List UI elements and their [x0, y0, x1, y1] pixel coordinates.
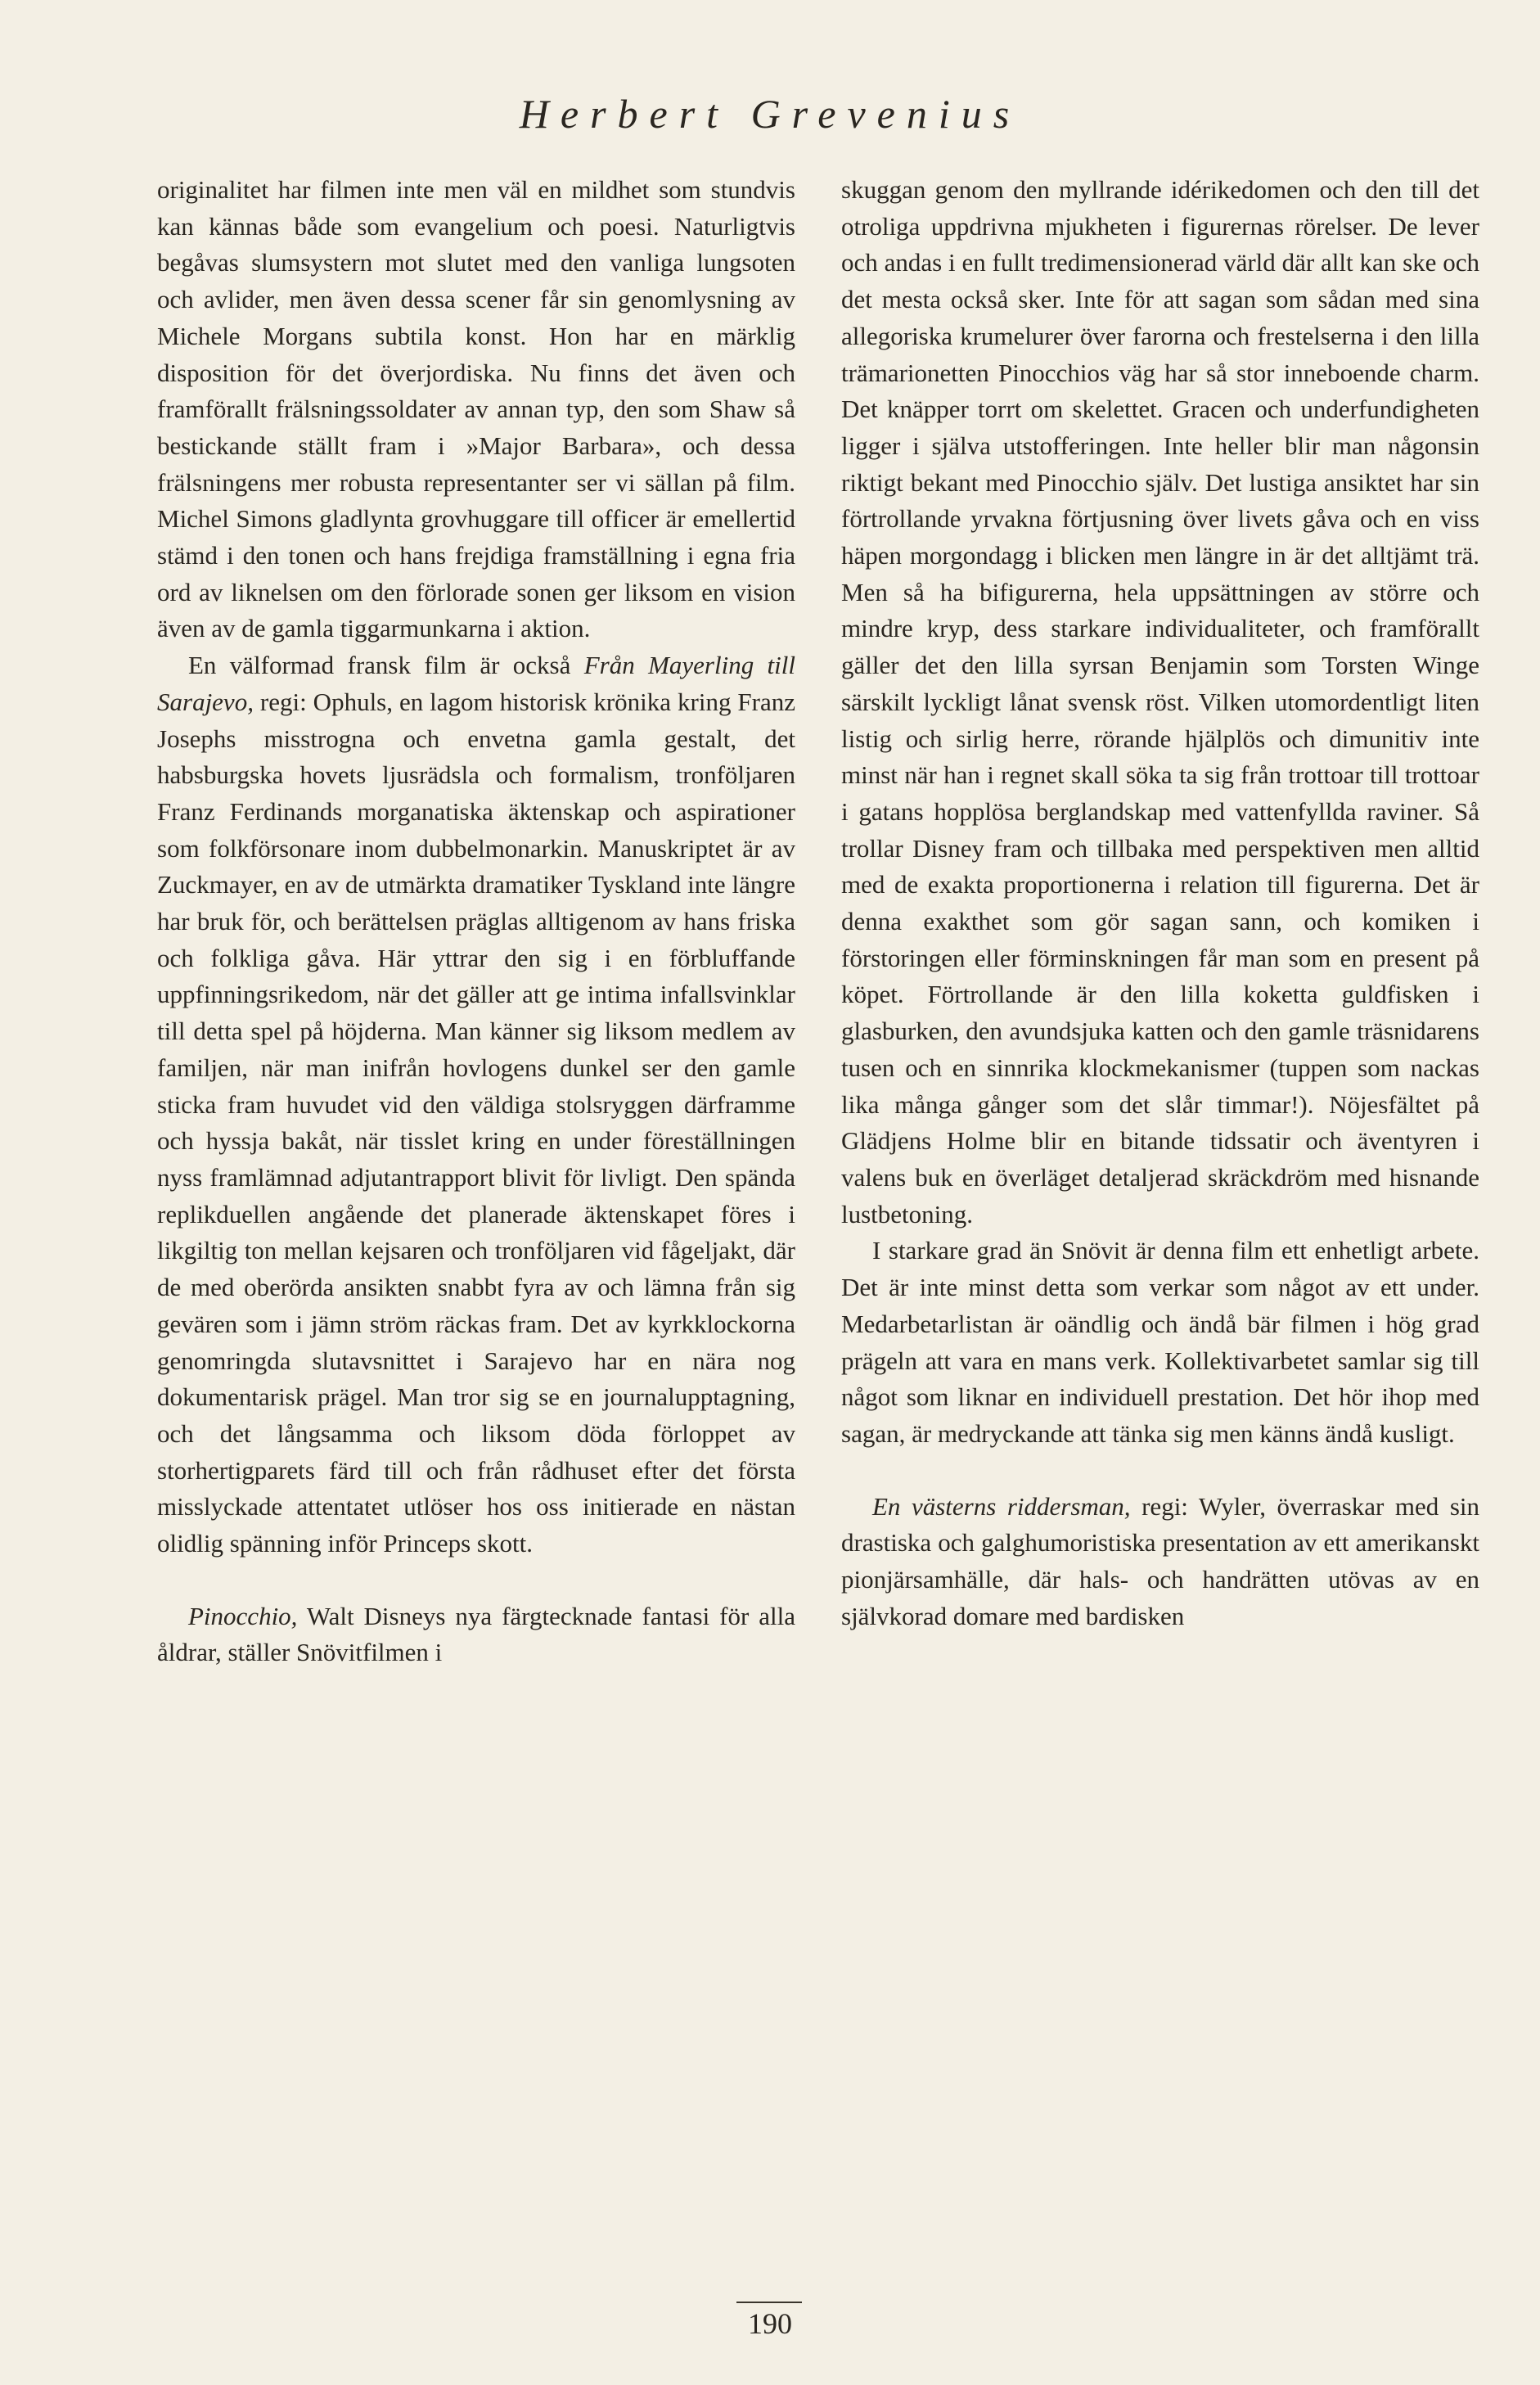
- film-title: En västerns riddersman,: [872, 1491, 1131, 1521]
- paragraph: originalitet har filmen inte men väl en mildhet som stundvis kan kännas både som evangelium och poesi. Naturligtvis begåvas slumsystern mot slutet med den vanliga lungsoten och avlider, men även dessa scener får sin genomlysning av Michele Morgans subtila konst. Hon har en märklig disposition för det överjordiska. Nu finns det även och framförallt frälsningssoldater av annan typ, den som Shaw så bestickande ställt fram i »Major Barbara», och dessa frälsningens mer robusta representanter ser vi sällan på film. Michel Simons gladlynta grovhuggare till officer är emellertid stämd i den tonen och hans frejdiga framställning i egna fria ord av liknelsen om den förlorade sonen ger liksom en vision även av de gamla tiggarmunkarna i aktion.: [157, 175, 795, 643]
- folio-rule: [736, 2302, 802, 2303]
- right-column: [841, 172, 1479, 1634]
- paragraph-text: En välformad fransk film är också: [188, 651, 584, 680]
- film-title: Från Mayerling till Sarajevo,: [157, 651, 795, 716]
- paragraph: I starkare grad än Snövit är denna film ett enhetligt arbete. Det är inte minst detta som verkar som något av ett under. Medarbetarlistan är oändlig och ändå bär filmen i hög grad prägeln att vara en mans verk. Kollektivarbetet samlar sig till något som liknar en individuell prestation. Det hör ihop med sagan, är medryckande att tänka sig men känns ändå kusligt.: [841, 1236, 1479, 1448]
- paragraph: skuggan genom den myllrande idérikedomen och den till det otroliga uppdrivna mjukheten i figurernas rörelser. De lever och andas i en fullt tredimensionerad värld där allt kan ske och det mesta också sker. Inte för att sagan som sådan med sina allegoriska krumelurer över farorna och frestelserna i den lilla trämarionetten Pinocchios väg har så stor inneboende charm. Det knäpper torrt om skelettet. Gracen och underfundigheten ligger i själva utstofferingen. Inte heller blir man någonsin riktigt bekant med Pinocchio själv. Det lustiga ansiktet har sin förtrollande yrvakna förtjusning över livets gåva och en viss häpen morgondagg i blicken men längre in är det alltjämt trä. Men så ha bifigurerna, hela uppsättningen av större och mindre kryp, dess starkare individualiteter, och framförallt gäller det den lilla syrsan Benjamin som Torsten Winge särskilt lyckligt lånat svensk röst. Vilken utomordentligt liten listig och sirlig herre, rörande hjälplös och dimunitiv inte minst när han i regnet skall söka ta sig från trottoar till trottoar i gatans hopplösa berglandskap med vattenfyllda raviner. Så trollar Disney fram och tillbaka med perspektiven men alltid med de exakta proportionerna i relation till figurerna. Det är denna exakthet som gör sagan sann, och komiken i förstoringen eller förminskningen får man som en present på köpet. Förtrollande är den lilla koketta guldfisken i glasburken, den avundsjuka katten och den gamle träsnidarens tusen och en sinnrika klockmekanismer (tuppen som nackas lika många gånger som det slår timmar!). Nöjesfältet på Glädjens Holme blir en bitande tidssatir och äventyren i valens buk en överläget detaljerad skräckdröm med hisnande lustbetoning.: [841, 175, 1479, 1229]
- left-column: [157, 172, 795, 1671]
- paragraph-text: Walt Disneys nya färgtecknade fantasi för alla åldrar, ställer Snövitfilmen i: [157, 1601, 795, 1667]
- paragraph-text: regi: Ophuls, en lagom historisk krönika kring Franz Josephs misstrogna och envetna gamla gestalt, det habsburgska hovets ljusrädsla och formalism, tronföljaren Franz Ferdinands morganatiska äktenskap och aspirationer som folkförsonare inom dubbelmonarkin. Manuskriptet är av Zuckmayer, en av de utmärkta dramatiker Tyskland inte längre har bruk för, och berättelsen präglas alltigenom av hans friska och folkliga gåva. Här yttrar den sig i en förbluffande uppfinningsrikedom, när det gäller att ge intima infallsvinklar till detta spel på höjderna. Man känner sig liksom medlem av familjen, när man inifrån hovlogens dunkel ser den gamle sticka fram huvudet vid den väldiga stolsryggen därframme och hyssja bakåt, när tisslet kring en under föreställningen nyss framlämnad adjutantrapport blivit för livligt. Den spända replikduellen angående det planerade äktenskapet föres i likgiltig ton mellan kejsaren och tronföljaren vid fågeljakt, där de med oberörda ansikten snabbt fyra av och lämna från sig gevären som i jämn ström räckas fram. Det av kyrkklockorna genomringda slutavsnittet i Sarajevo har en nära nog dokumentarisk prägel. Man tror sig se en journalupptagning, och det långsamma och liksom döda förloppet av storhertigparets färd till och från rådhuset efter det första misslyckade attentatet utlöser hos oss initierade en nästan olidlig spänning inför Princeps skott.: [157, 687, 795, 1558]
- paragraph-text: regi: Wyler, överraskar med sin drastiska och galghumoristiska presentation av ett amerikanskt pionjärsamhälle, där hals- och handrätten utövas av en självkorad domare med bardisken: [841, 1491, 1479, 1630]
- page-number: 190: [748, 2307, 792, 2340]
- running-header: Herbert Grevenius: [519, 91, 1021, 137]
- paragraph: [841, 1489, 1479, 1635]
- paragraph: [157, 1598, 795, 1671]
- paragraph: [157, 647, 795, 1562]
- film-title: Pinocchio,: [188, 1601, 298, 1630]
